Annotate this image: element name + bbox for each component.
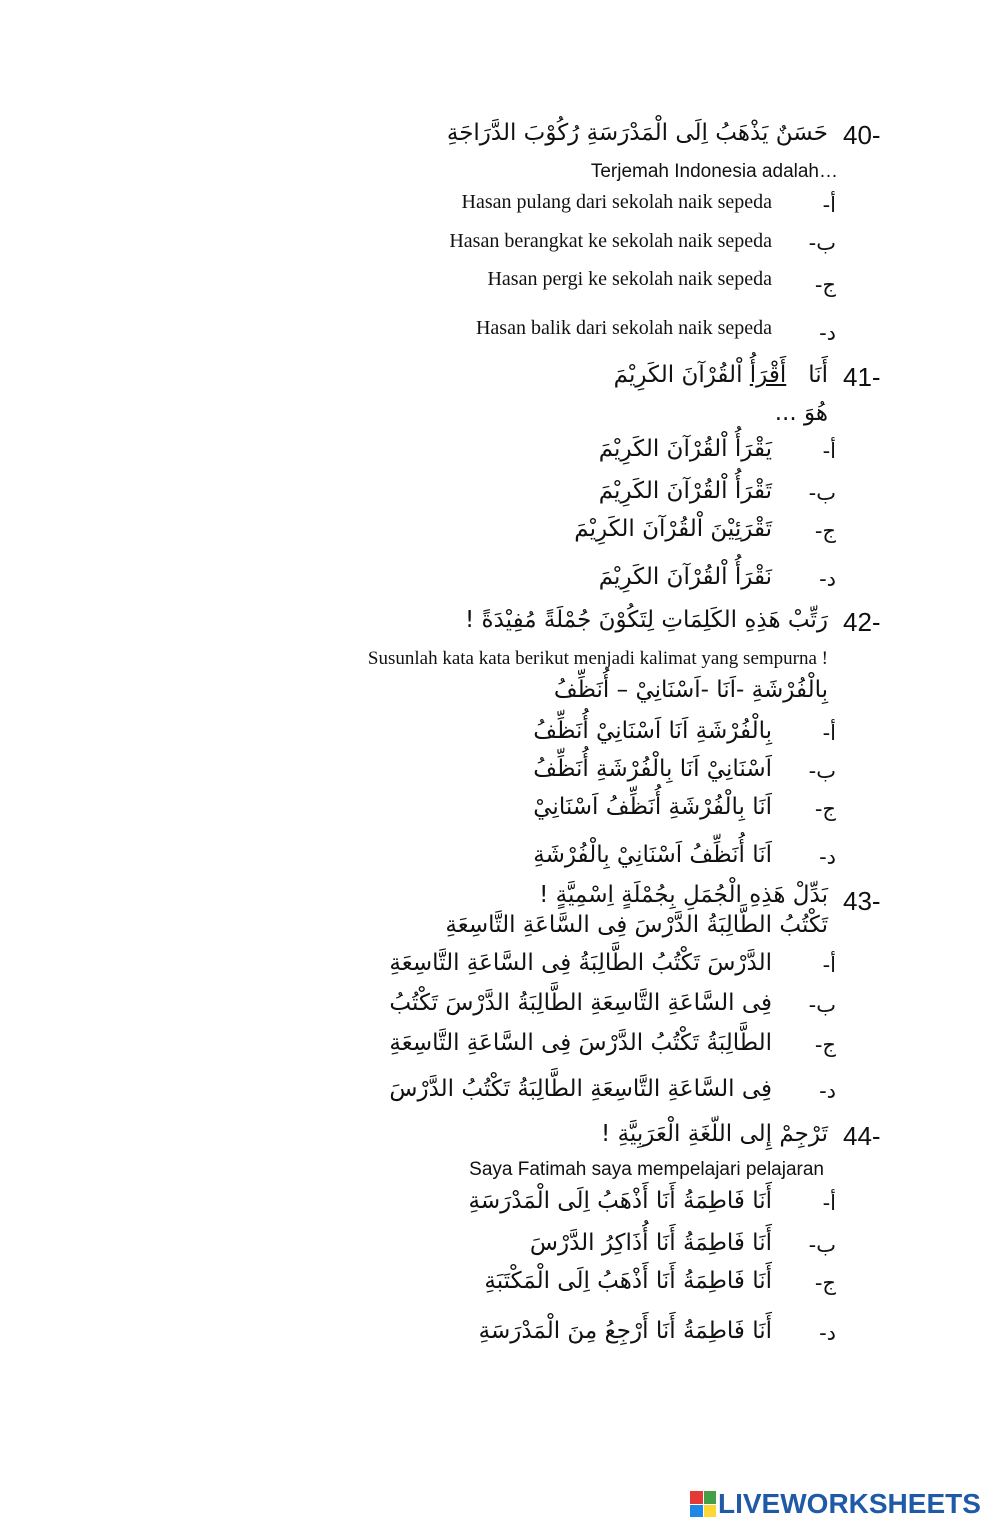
question-sentence: تَكْتُبُ الطَّالِبَةُ الدَّرْسَ فِى السَّاعَةِ التَّاسِعَةِ (445, 912, 828, 938)
word-list: بِالْفُرْشَةِ -اَنَا -اَسْنَانِيْ – أُنَظِّفُ (553, 677, 828, 703)
option-letter: ج- (814, 797, 836, 821)
logo-grid-icon (690, 1491, 716, 1517)
option-text[interactable]: Hasan pergi ke sekolah naik sepeda (487, 268, 772, 290)
option-text[interactable]: Hasan balik dari sekolah naik sepeda (475, 317, 772, 339)
question-prompt: تَرْجِمْ إِلى اللّغَةِ الْعَرَبِيَّةِ ! (601, 1121, 828, 1147)
option-text[interactable]: فِى السَّاعَةِ التَّاسِعَةِ الطَّالِبَةُ تَكْتُبُ الدَّرْسَ (389, 1076, 772, 1102)
option-letter: ب- (808, 993, 836, 1017)
liveworksheets-logo (690, 1484, 981, 1524)
option-letter: ب- (808, 231, 836, 255)
option-letter: د- (819, 1321, 836, 1345)
option-letter: ج- (814, 1271, 836, 1295)
question-number: 41- (843, 362, 881, 392)
question-instruction: Saya Fatimah saya mempelajari pelajaran (469, 1159, 824, 1180)
prompt-rest: اْلقُرْآنَ الكَرِيْمَ (613, 362, 743, 388)
option-text[interactable]: Hasan berangkat ke sekolah naik sepeda (449, 230, 772, 252)
option-text[interactable]: أَنَا فَاطِمَةُ أَنَا أُذَاكِرُ الدَّرْسَ (529, 1230, 772, 1256)
option-letter: أ- (822, 1191, 836, 1215)
option-letter: ج- (814, 519, 836, 543)
option-text[interactable]: اَنَا أُنَظِّفُ اَسْنَانِيْ بِالْفُرْشَةِ (533, 842, 772, 868)
option-letter: ب- (808, 481, 836, 505)
option-text[interactable]: الطَّالِبَةُ تَكْتُبُ الدَّرْسَ فِى السَّاعَةِ التَّاسِعَةِ (389, 1030, 772, 1056)
option-text[interactable]: اَنَا بِالْفُرْشَةِ أُنَظِّفُ اَسْنَانِيْ (533, 794, 772, 820)
option-text[interactable]: أَنَا فَاطِمَةُ أَنَا أَذْهَبُ اِلَى الْمَدْرَسَةِ (468, 1188, 772, 1214)
option-letter: أ- (822, 953, 836, 977)
logo-square-green (704, 1491, 717, 1504)
question-prompt: بَدِّلْ هَذِهِ الْجُمَلِ بِجُمْلَةٍ اِسْمِيَّةٍ ! (539, 882, 828, 908)
prompt-pronoun: أَنَا (808, 362, 828, 388)
option-text[interactable]: تَقْرَأُ اْلقُرْآنَ الكَرِيْمَ (598, 478, 772, 504)
option-letter: د- (819, 1079, 836, 1103)
option-text[interactable]: بِالْفُرْشَةِ اَنَا اَسْنَانِيْ أُنَظِّفُ (533, 718, 772, 744)
option-letter: ج- (814, 273, 836, 297)
option-text[interactable]: نَقْرَأُ اْلقُرْآنَ الكَرِيْمَ (598, 564, 772, 590)
logo-square-red (690, 1491, 703, 1504)
option-letter: أ- (822, 439, 836, 463)
question-prompt: حَسَنٌ يَذْهَبُ اِلَى الْمَدْرَسَةِ رُكُوْبَ الدَّرَاجَةِ (446, 120, 828, 146)
option-text[interactable]: يَقْرَأُ اْلقُرْآنَ الكَرِيْمَ (598, 436, 772, 462)
question-number: 42- (843, 607, 881, 637)
question-instruction: Terjemah Indonesia adalah… (590, 161, 838, 182)
option-letter: أ- (822, 193, 836, 217)
logo-square-yellow (704, 1505, 717, 1518)
question-prompt (614, 360, 828, 390)
option-letter: أ- (822, 721, 836, 745)
option-text[interactable]: تَقْرَئِيْنَ اْلقُرْآنَ الكَرِيْمَ (574, 516, 772, 542)
question-number: 43- (843, 886, 881, 916)
question-number: 40- (843, 120, 881, 150)
option-text[interactable]: اَسْنَانِيْ اَنَا بِالْفُرْشَةِ أُنَظِّفُ (533, 756, 772, 782)
option-text[interactable]: أَنَا فَاطِمَةُ أَنَا أَذْهَبُ اِلَى الْمَكْتَبَةِ (484, 1268, 772, 1294)
prompt-verb-underlined: أَقْرَأُ (749, 362, 787, 388)
option-letter: د- (819, 321, 836, 345)
question-number: 44- (843, 1121, 881, 1151)
question-prompt: رَتِّبْ هَذِهِ الكَلِمَاتِ لِتَكُوْنَ جُمْلَةً مُفِيْدَةً ! (464, 607, 828, 633)
option-text[interactable]: أَنَا فَاطِمَةُ أَنَا أَرْجِعُ مِنَ الْمَدْرَسَةِ (478, 1318, 772, 1344)
option-letter: د- (819, 845, 836, 869)
option-text[interactable]: Hasan pulang dari sekolah naik sepeda (461, 191, 772, 213)
brand-text: LIVEWORKSHEETS (718, 1488, 981, 1519)
option-text[interactable]: فِى السَّاعَةِ التَّاسِعَةِ الطَّالِبَةُ الدَّرْسَ تَكْتُبُ (389, 990, 772, 1016)
option-letter: د- (819, 567, 836, 591)
option-letter: ب- (808, 759, 836, 783)
option-text[interactable]: الدَّرْسَ تَكْتُبُ الطَّالِبَةُ فِى السَّاعَةِ التَّاسِعَةِ (389, 950, 772, 976)
option-letter: ب- (808, 1233, 836, 1257)
option-letter: ج- (814, 1033, 836, 1057)
question-instruction: Susunlah kata kata berikut menjadi kalimat yang sempurna ! (367, 648, 828, 669)
question-subline: هُوَ ... (774, 400, 828, 426)
logo-square-blue (690, 1505, 703, 1518)
